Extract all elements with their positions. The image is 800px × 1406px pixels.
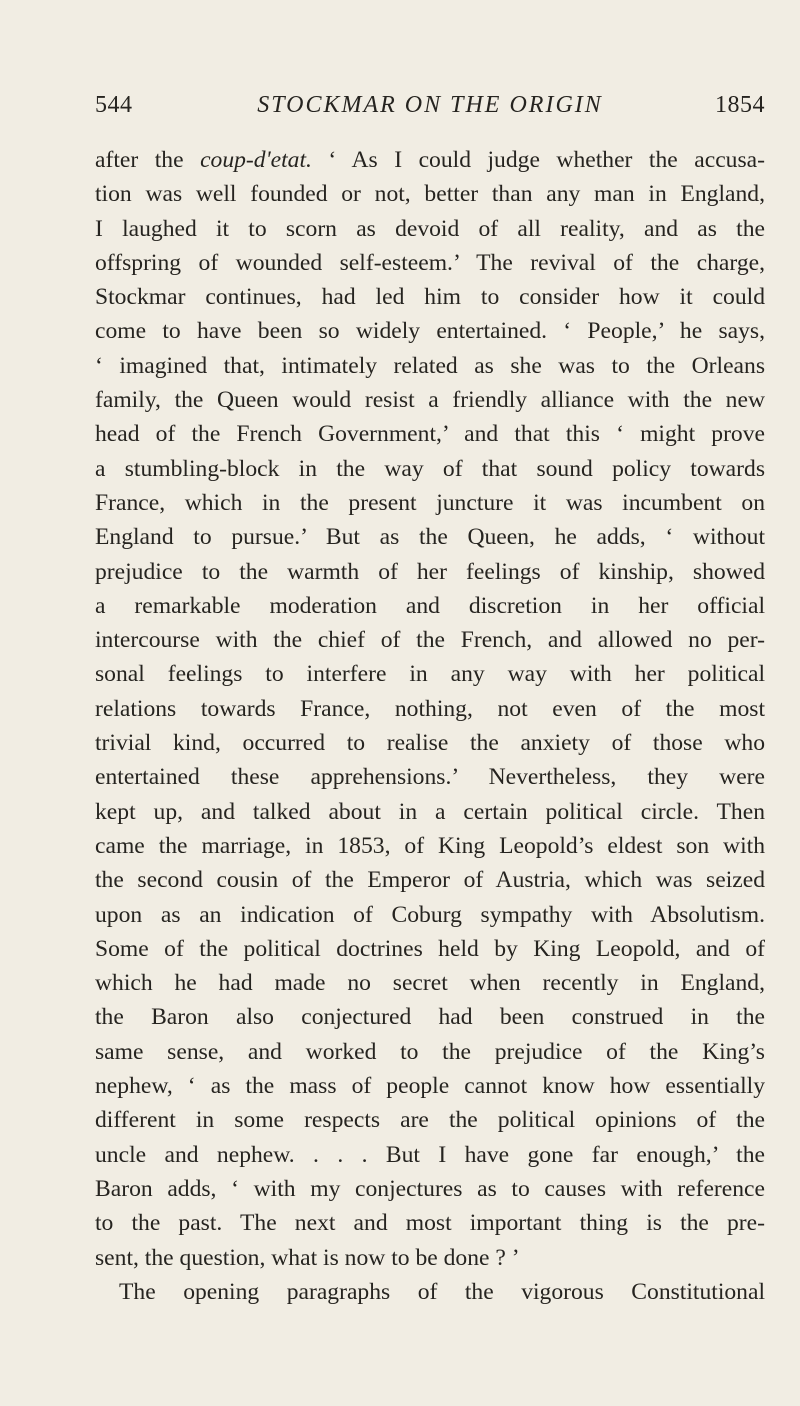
text-line: come to have been so widely entertained. ‘ People,’ he says, [95,318,765,345]
text-line: nephew, ‘ as the mass of people cannot know how essentially [95,1073,765,1100]
text-line: kept up, and talked about in a certain political circle. Then [95,798,765,825]
text-line: tion was well founded or not, better than any man in England, [95,181,765,208]
running-year: 1854 [715,92,765,118]
text-line: the second cousin of the Emperor of Austria, which was seized [95,867,765,894]
text-segment: ‘ As I could judge whether the accusa- [311,147,765,173]
text-line: The opening paragraphs of the vigorous Constitutional [119,1278,765,1305]
text-line: offspring of wounded self-esteem.’ The revival of the charge, [95,249,765,276]
running-head [95,92,765,132]
text-line: France, which in the present juncture it was incumbent on [95,489,765,516]
text-line: sonal feelings to interfere in any way with her political [95,661,765,688]
text-line: Some of the political doctrines held by King Leopold, and of [95,935,765,962]
text-line: upon as an indication of Coburg sympathy with Absolutism. [95,901,765,928]
text-line: a remarkable moderation and discretion in her official [95,592,765,619]
italic-term: coup-d'etat. [200,147,312,173]
text-line: uncle and nephew. . . . But I have gone far enough,’ the [95,1141,765,1168]
page-number: 544 [95,92,133,118]
text-line: intercourse with the chief of the French, and allowed no per- [95,627,765,654]
text-line: head of the French Government,’ and that this ‘ might prove [95,421,765,448]
text-line: same sense, and worked to the prejudice of the King’s [95,1038,765,1065]
text-line [95,143,765,177]
text-line: entertained these apprehensions.’ Nevertheless, they were [95,764,765,791]
text-line: relations towards France, nothing, not even of the most [95,695,765,722]
text-line: trivial kind, occurred to realise the anxiety of those who [95,730,765,757]
text-line: the Baron also conjectured had been construed in the [95,1004,765,1031]
running-title: STOCKMAR ON THE ORIGIN [257,92,603,118]
text-line: to the past. The next and most important thing is the pre- [95,1210,765,1237]
text-line: a stumbling-block in the way of that sound policy towards [95,455,765,482]
body-text [95,143,765,1309]
text-line: Baron adds, ‘ with my conjectures as to causes with reference [95,1175,765,1202]
text-line: different in some respects are the political opinions of the [95,1107,765,1134]
text-line: sent, the question, what is now to be done ? ’ [95,1244,520,1271]
text-line: England to pursue.’ But as the Queen, he adds, ‘ without [95,524,765,551]
text-line: family, the Queen would resist a friendly alliance with the new [95,387,765,414]
text-line: Stockmar continues, had led him to consider how it could [95,284,765,311]
text-line: which he had made no secret when recently in England, [95,970,765,997]
text-line: came the marriage, in 1853, of King Leopold’s eldest son with [95,832,765,859]
text-segment: after the [95,147,201,173]
text-line: prejudice to the warmth of her feelings of kinship, showed [95,558,765,585]
text-line: I laughed it to scorn as devoid of all reality, and as the [95,215,765,242]
text-line: ‘ imagined that, intimately related as she was to the Orleans [95,352,765,379]
